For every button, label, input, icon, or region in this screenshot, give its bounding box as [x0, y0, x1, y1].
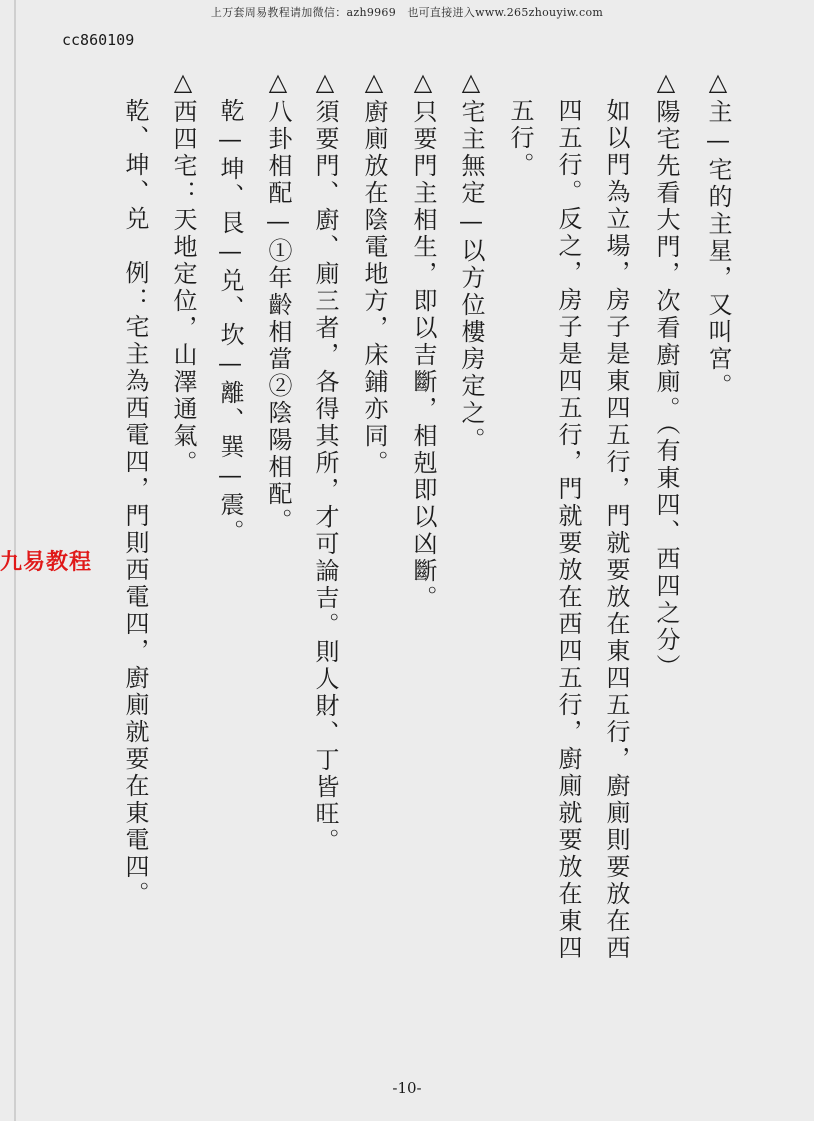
text-column-1: △主—宅的主星，又叫宮。: [704, 68, 732, 400]
text-column-4: 四五行。反之，房子是四五行，門就要放在西四五行，廚廁就要放在東四: [554, 98, 582, 962]
text-column-9: △須要門、廚、廁三者，各得其所，才可論吉。則人財、丁皆旺。: [311, 68, 339, 855]
text-column-5: 五行。: [506, 98, 534, 179]
text-column-10: △八卦相配—①年齡相當②陰陽相配。: [264, 68, 292, 535]
text-column-3: 如以門為立場，房子是東四五行，門就要放在東四五行，廚廁則要放在西: [602, 98, 630, 962]
text-column-7: △只要門主相生，即以吉斷，相剋即以凶斷。: [409, 68, 437, 612]
text-column-13: 乾、坤、兑 例：宅主為西電四，門則西電四，廚廁就要在東電四。: [121, 98, 149, 908]
document-code: cc860109: [62, 31, 135, 49]
text-column-11: 乾—坤、艮—兑、坎—離、巽—震。: [216, 98, 244, 546]
page-number: -10-: [392, 1079, 422, 1097]
watermark-text: 上万套周易教程请加微信：azh9969 也可直接进入www.265zhouyiw.com: [210, 6, 604, 19]
brand-watermark: 九易教程: [0, 550, 93, 575]
text-column-12: △西四宅：天地定位，山澤通氣。: [169, 68, 197, 477]
text-column-6: △宅主無定—以方位樓房定之。: [457, 68, 485, 454]
text-column-8: △廚廁放在陰電地方，床鋪亦同。: [360, 68, 388, 477]
text-column-2: △陽宅先看大門，次看廚廁。（有東四、西四之分）: [652, 68, 680, 681]
